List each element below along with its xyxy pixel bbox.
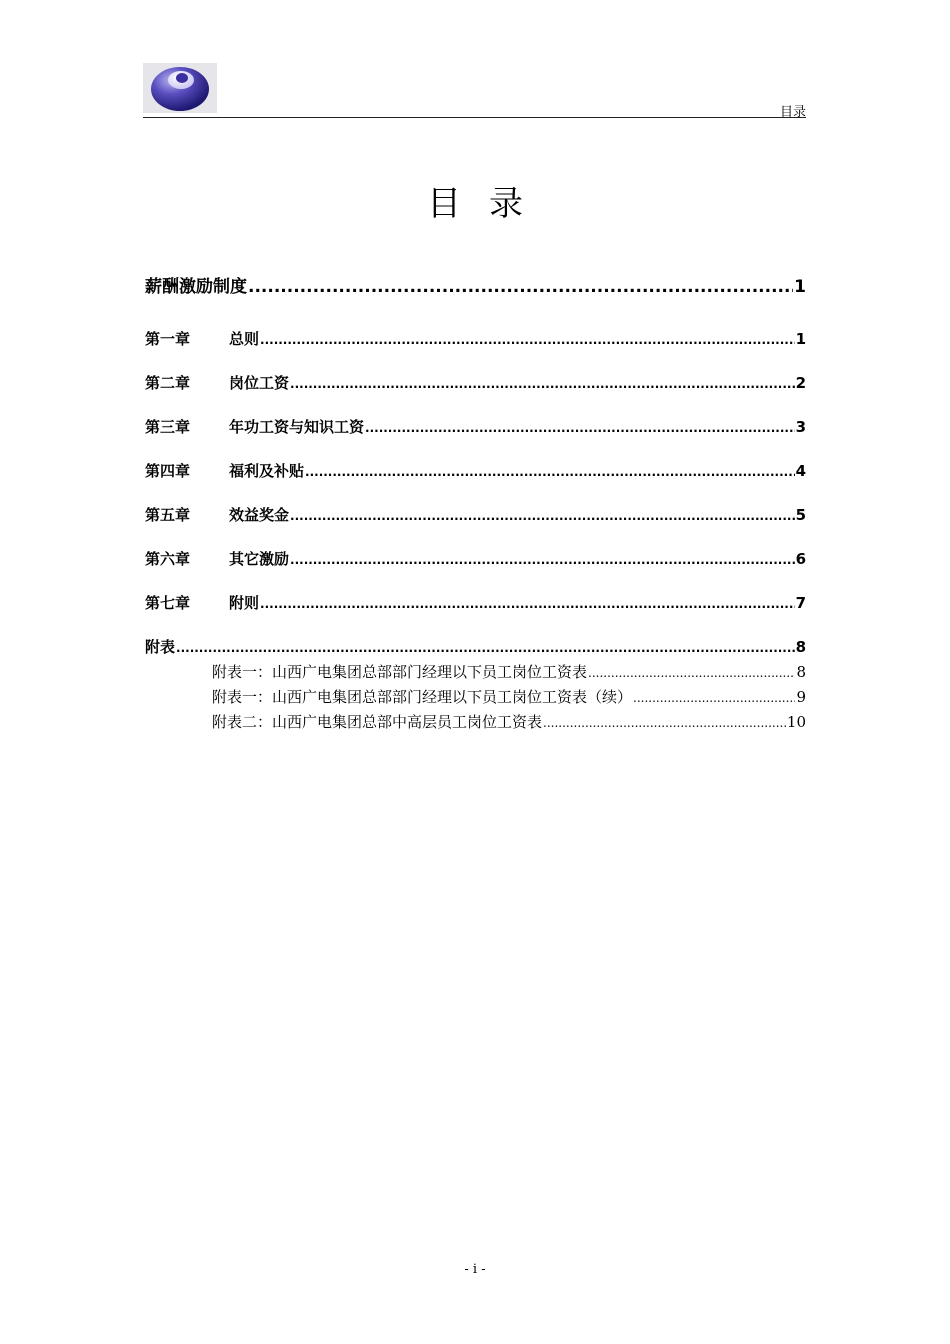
toc-leader-dots bbox=[365, 421, 795, 435]
toc-chapter-number: 第二章 bbox=[145, 374, 191, 392]
toc-main-entry[interactable] bbox=[145, 272, 806, 297]
toc-entry-page: 4 bbox=[795, 462, 806, 480]
toc-entry-page: 6 bbox=[795, 550, 806, 568]
toc-entry-page: 8 bbox=[795, 638, 806, 656]
toc-leader-dots bbox=[633, 691, 795, 705]
toc-appendix-item-label: 附表二：山西广电集团总部中高层员工岗位工资表 bbox=[212, 713, 543, 731]
toc-chapter-5[interactable] bbox=[145, 504, 806, 525]
toc-leader-dots bbox=[543, 716, 786, 730]
toc-entry-page: 9 bbox=[796, 688, 806, 706]
toc-chapter-title: 其它激励 bbox=[229, 550, 290, 568]
toc-chapter-1[interactable] bbox=[145, 328, 806, 349]
toc-chapter-title: 效益奖金 bbox=[229, 506, 290, 524]
toc-chapter-number: 第七章 bbox=[145, 594, 191, 612]
toc-chapter-title: 总则 bbox=[229, 330, 260, 348]
toc-chapter-7[interactable] bbox=[145, 592, 806, 613]
toc-leader-dots bbox=[260, 333, 795, 347]
toc-leader-dots bbox=[588, 666, 795, 680]
toc-chapter-3[interactable] bbox=[145, 416, 806, 437]
toc-chapter-title: 年功工资与知识工资 bbox=[229, 418, 365, 436]
toc-appendix[interactable] bbox=[145, 636, 806, 657]
toc-title: 目录 bbox=[427, 184, 551, 224]
toc-leader-dots bbox=[290, 553, 795, 567]
toc-chapter-number: 第五章 bbox=[145, 506, 191, 524]
toc-appendix-item-2[interactable] bbox=[212, 686, 806, 707]
toc-leader-dots bbox=[176, 641, 795, 655]
toc-leader-dots bbox=[260, 597, 795, 611]
toc-appendix-item-1[interactable] bbox=[212, 661, 806, 682]
toc-entry-page: 5 bbox=[795, 506, 806, 524]
toc-chapter-number: 第一章 bbox=[145, 330, 191, 348]
toc-chapter-number: 第四章 bbox=[145, 462, 191, 480]
toc-chapter-number: 第三章 bbox=[145, 418, 191, 436]
toc-entry-page: 2 bbox=[795, 374, 806, 392]
toc-leader-dots bbox=[305, 465, 795, 479]
company-logo bbox=[143, 63, 217, 113]
toc-entry-page: 3 bbox=[795, 418, 806, 436]
toc-chapter-title: 福利及补贴 bbox=[229, 462, 305, 480]
toc-chapter-6[interactable] bbox=[145, 548, 806, 569]
toc-chapter-title: 岗位工资 bbox=[229, 374, 290, 392]
toc-appendix-item-label: 附表一：山西广电集团总部部门经理以下员工岗位工资表 bbox=[212, 663, 588, 681]
toc-leader-dots bbox=[248, 277, 793, 297]
toc-appendix-item-label: 附表一：山西广电集团总部部门经理以下员工岗位工资表（续） bbox=[212, 688, 633, 706]
toc-entry-label: 薪酬激励制度 bbox=[145, 277, 247, 297]
toc-leader-dots bbox=[290, 377, 795, 391]
toc-entry-page: 10 bbox=[786, 713, 806, 731]
toc-appendix-label: 附表 bbox=[145, 638, 176, 656]
header-divider bbox=[143, 117, 806, 118]
toc-chapter-title: 附则 bbox=[229, 594, 260, 612]
toc-appendix-item-3[interactable] bbox=[212, 711, 806, 732]
toc-chapter-2[interactable] bbox=[145, 372, 806, 393]
toc-entry-page: 1 bbox=[794, 277, 806, 297]
header-section-label: 目录 bbox=[779, 105, 806, 120]
logo-sphere-icon bbox=[143, 63, 217, 113]
toc-chapter-4[interactable] bbox=[145, 460, 806, 481]
toc-entry-page: 1 bbox=[795, 330, 806, 348]
toc-leader-dots bbox=[290, 509, 795, 523]
toc-chapter-number: 第六章 bbox=[145, 550, 191, 568]
footer-page-number: - i - bbox=[464, 1262, 486, 1277]
toc-entry-page: 8 bbox=[796, 663, 806, 681]
toc-entry-page: 7 bbox=[795, 594, 806, 612]
